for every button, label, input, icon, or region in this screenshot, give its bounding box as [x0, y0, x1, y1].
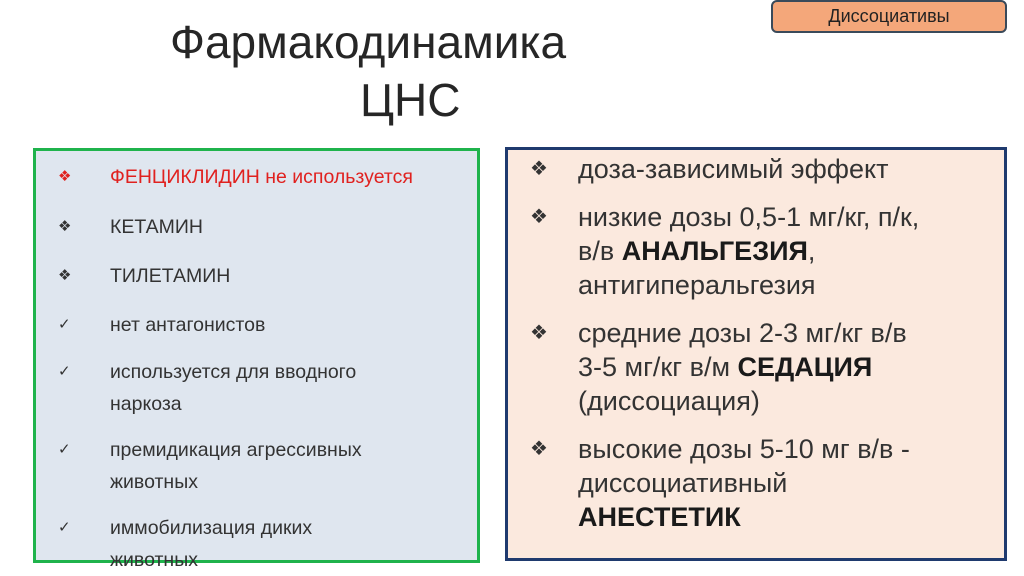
list-item	[56, 260, 476, 292]
list-item-text: 3-5 мг/кг в/м	[578, 352, 738, 382]
diamond-bullet-icon: ❖	[58, 218, 72, 235]
list-item-text: антигиперальгезия	[578, 270, 816, 300]
checkmark-icon: ✓	[58, 441, 71, 458]
list-item	[56, 356, 476, 420]
list-item-text: используется для вводного	[110, 361, 357, 383]
left-list	[56, 161, 476, 576]
list-item-text: ТИЛЕТАМИН	[110, 265, 231, 287]
checkmark-icon: ✓	[58, 519, 71, 536]
list-item-text: нет антагонистов	[110, 314, 266, 336]
list-item-text: низкие дозы 0,5-1 мг/кг, п/к,	[578, 202, 920, 232]
list-item	[56, 161, 476, 193]
list-item-text: премидикация агрессивных	[110, 439, 362, 461]
list-item-text: диссоциативный	[578, 468, 788, 498]
list-item-text: наркоза	[110, 393, 182, 415]
list-item	[56, 211, 476, 243]
checkmark-icon: ✓	[58, 363, 71, 380]
right-list	[530, 152, 1000, 534]
left-content-box	[33, 148, 480, 571]
list-item	[530, 200, 1000, 302]
right-content-box	[505, 147, 1007, 561]
list-item	[56, 434, 476, 498]
diamond-bullet-icon: ❖	[58, 168, 72, 185]
list-item-text: животных	[110, 549, 198, 571]
diamond-bullet-icon: ❖	[530, 158, 548, 180]
list-item-text: КЕТАМИН	[110, 216, 203, 238]
diamond-bullet-icon: ❖	[530, 322, 548, 344]
title-line-1: Фармакодинамика	[170, 16, 567, 68]
emphasis-term: АНАЛЬГЕЗИЯ	[621, 236, 808, 266]
emphasis-term: СЕДАЦИЯ	[737, 352, 873, 382]
list-item-text: животных	[110, 471, 198, 493]
diamond-bullet-icon: ❖	[530, 438, 548, 460]
list-item-text: иммобилизация диких	[110, 517, 313, 539]
list-item-text: ,	[807, 236, 816, 266]
list-item	[530, 316, 1000, 418]
slide-title	[170, 14, 640, 128]
diamond-bullet-icon: ❖	[58, 267, 72, 284]
emphasis-term: АНЕСТЕТИК	[578, 502, 741, 532]
list-item	[530, 152, 1000, 186]
checkmark-icon: ✓	[58, 316, 71, 333]
list-item-text: средние дозы 2-3 мг/кг в/в	[578, 318, 907, 348]
title-line-2: ЦНС	[360, 74, 461, 126]
list-item	[56, 309, 476, 341]
list-item	[530, 432, 1000, 534]
list-item	[56, 512, 476, 576]
list-item-text: в/в	[578, 236, 622, 266]
list-item-text: доза-зависимый эффект	[578, 154, 889, 184]
list-item-text: высокие дозы 5-10 мг в/в -	[578, 434, 910, 464]
list-item-text: (диссоциация)	[578, 386, 760, 416]
list-item-text: ФЕНЦИКЛИДИН не используется	[110, 166, 413, 188]
diamond-bullet-icon: ❖	[530, 206, 548, 228]
category-tag: Диссоциативы	[771, 0, 1007, 33]
